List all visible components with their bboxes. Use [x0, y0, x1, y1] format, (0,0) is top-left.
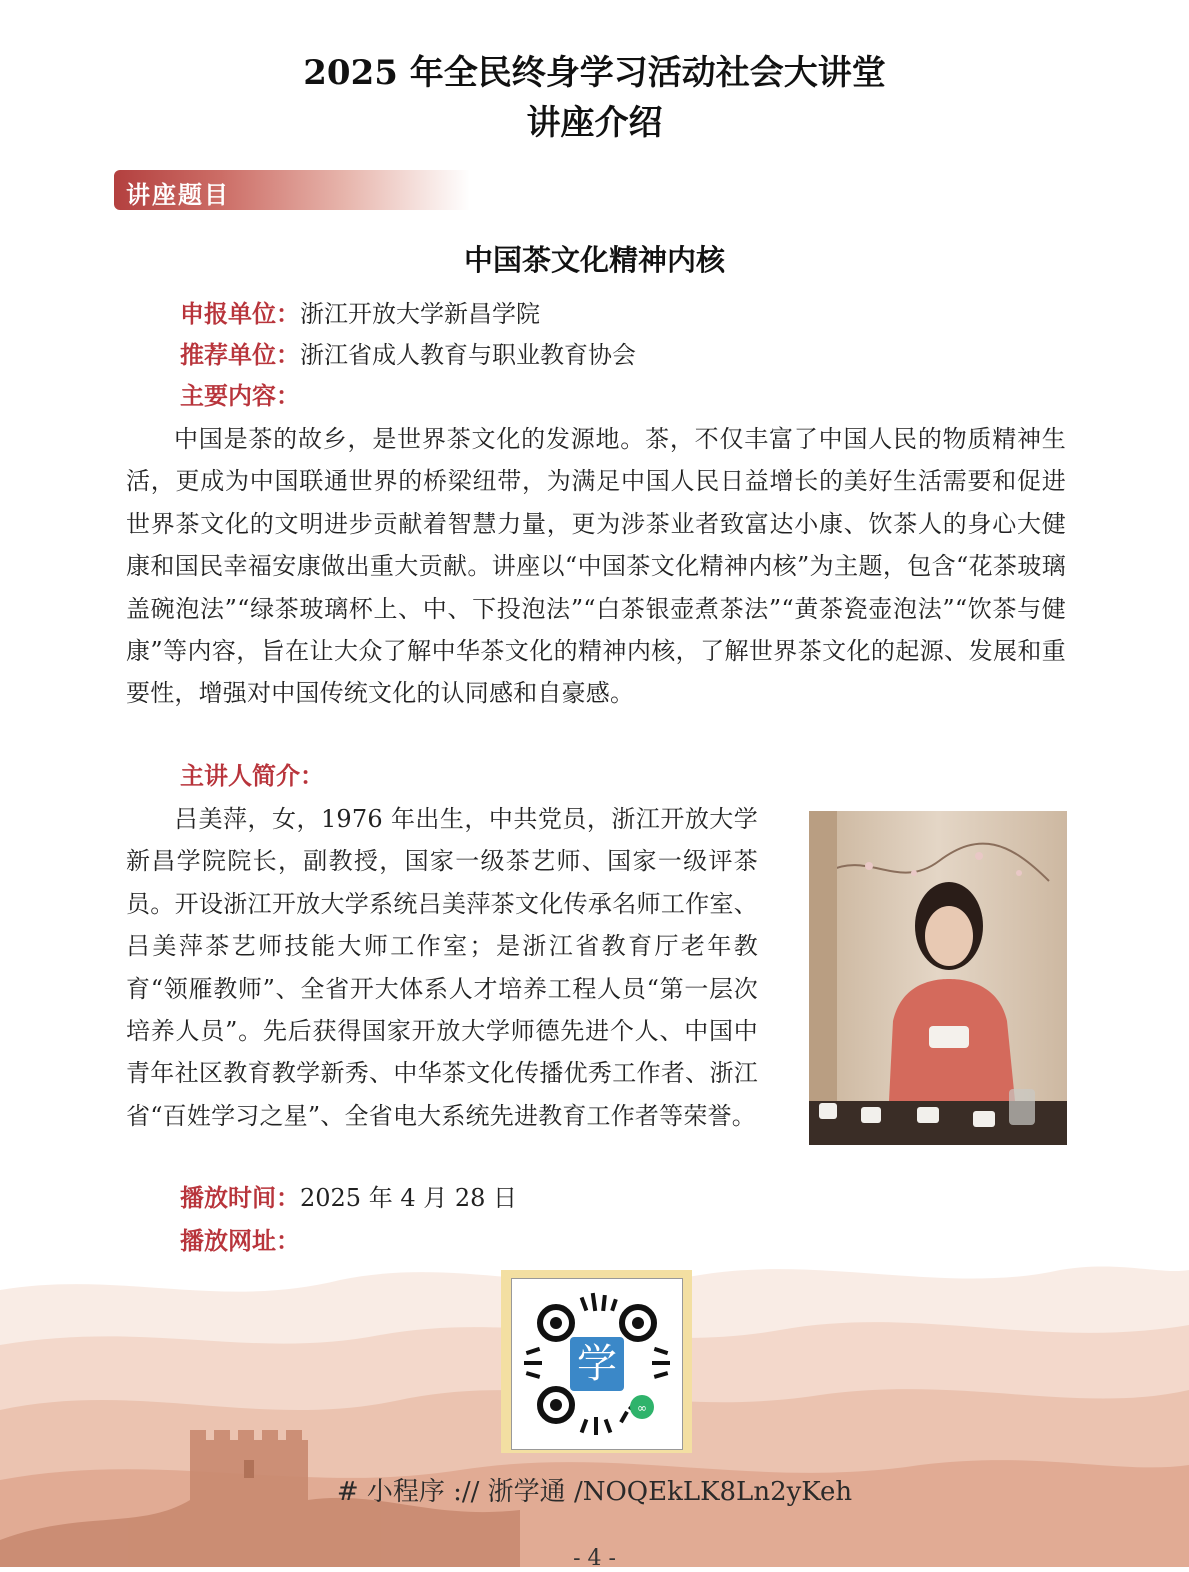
qr-code[interactable]	[511, 1278, 683, 1450]
lecture-title: 中国茶文化精神内核	[463, 243, 725, 277]
applicant-value: 浙江开放大学新昌学院	[300, 300, 540, 328]
content-label-row	[180, 376, 300, 416]
broadcast-time-row	[180, 1178, 517, 1218]
speaker-bio: 吕美萍，女，1976 年出生，中共党员，浙江开放大学新昌学院院长，副教授，国家一级茶艺师、国家一级评茶员。开设浙江开放大学系统吕美萍茶文化传承名师工作室、吕美萍茶艺师技能大师工作室；是浙江省教育厅老年教育“领雁教师”、全省开大体系人才培养工程人员“第一层次培养人员”。先后获得国家开放大学师德先进个人、中国中青年社区教育教学新秀、中华茶文化传播优秀工作者、浙江省“百姓学习之星”、全省电大系统先进教育工作者等荣誉。	[126, 805, 758, 1130]
speaker-label: 主讲人简介：	[180, 762, 324, 790]
speaker-label-row	[180, 756, 324, 796]
section-banner	[114, 170, 470, 210]
content-label: 主要内容：	[180, 382, 300, 410]
qr-code-frame	[501, 1270, 692, 1453]
recommender-label: 推荐单位：	[180, 341, 300, 369]
recommender-row	[180, 335, 636, 375]
recommender-value: 浙江省成人教育与职业教育协会	[300, 341, 636, 369]
applicant-label: 申报单位：	[180, 300, 300, 328]
section-label: 讲座题目	[126, 181, 230, 209]
broadcast-time-label: 播放时间：	[180, 1184, 300, 1212]
page-number: - 4 -	[573, 1546, 616, 1571]
qr-center-glyph: 学	[577, 1341, 617, 1387]
svg-text:∞: ∞	[637, 1401, 647, 1415]
broadcast-url-label: 播放网址：	[180, 1227, 300, 1255]
content-paragraph: 中国是茶的故乡，是世界茶文化的发源地。茶，不仅丰富了中国人民的物质精神生活，更成为中国联通世界的桥梁纽带，为满足中国人民日益增长的美好生活需要和促进世界茶文化的文明进步贡献着智慧力量，更为涉茶业者致富达小康、饮茶人的身心大健康和国民幸福安康做出重大贡献。讲座以“中国茶文化精神内核”为主题，包含“花茶玻璃盖碗泡法”“绿茶玻璃杯上、中、下投泡法”“白茶银壶煮茶法”“黄茶瓷壶泡法”“饮茶与健康”等内容，旨在让大众了解中华茶文化的精神内核，了解世界茶文化的起源、发展和重要性，增强对中国传统文化的认同感和自豪感。	[126, 425, 1066, 708]
speaker-photo	[809, 811, 1067, 1145]
page-subtitle: 讲座介绍	[526, 103, 663, 143]
page-title: 2025 年全民终身学习活动社会大讲堂	[303, 53, 886, 93]
mini-program-url[interactable]: # 小程序 :// 浙学通 /NOQEkLK8Ln2yKeh	[336, 1477, 853, 1507]
broadcast-time-value: 2025 年 4 月 28 日	[300, 1184, 518, 1212]
applicant-row	[180, 294, 540, 334]
